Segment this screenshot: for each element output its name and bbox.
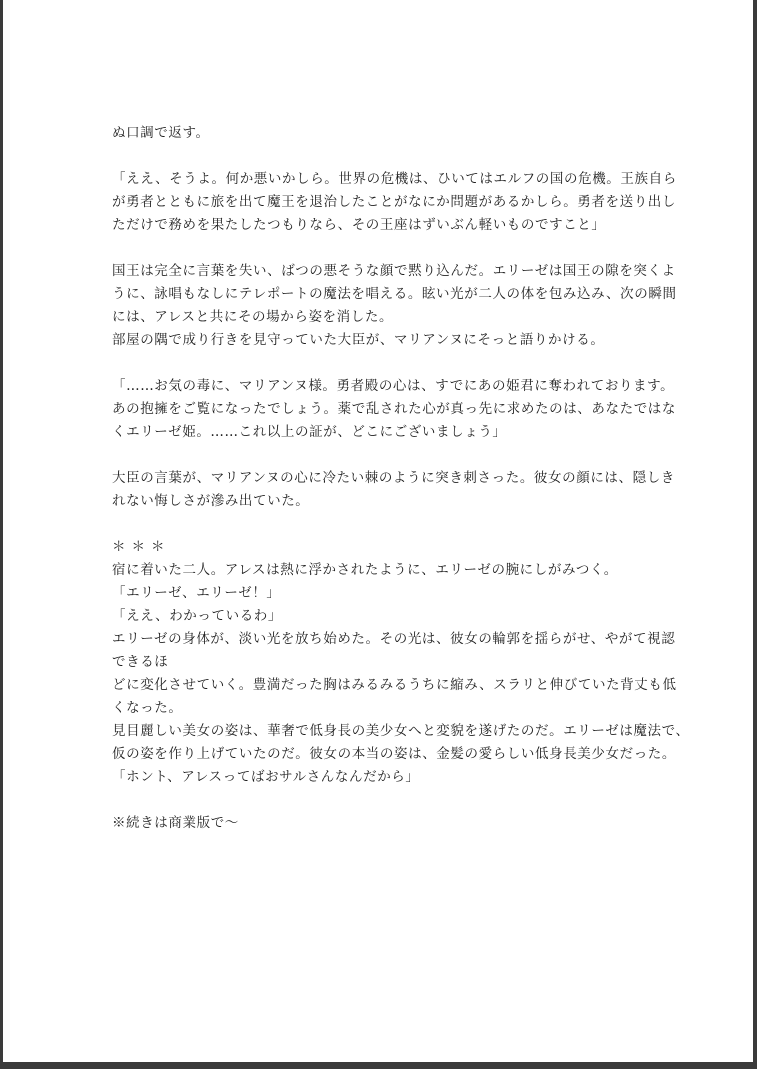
text-line: ただけで務めを果たしたつもりなら、その王座はずいぶん軽いものですこと」: [112, 217, 606, 233]
document-text: [112, 122, 690, 835]
blank-line: [112, 444, 672, 467]
blank-line: [112, 352, 672, 375]
blank-line: [112, 145, 672, 168]
section-break: ＊＊＊: [112, 539, 171, 555]
text-line: くエリーゼ姫。……これ以上の証が、どこにございましょう」: [112, 424, 507, 440]
text-line: ぬ口調で返す。: [112, 125, 210, 141]
text-line: れない悔しさが滲み出ていた。: [112, 493, 310, 509]
continuation-note: ※続きは商業版で～: [112, 815, 239, 831]
text-line: 見目麗しい美女の姿は、華奢で低身長の美少女へと変貌を遂げたのだ。エリーゼは魔法で、: [112, 723, 690, 739]
document-page: [3, 0, 753, 1062]
text-line: どに変化させていく。豊満だった胸はみるみるうちに縮み、スラリと伸びていた背丈も低: [112, 677, 677, 693]
blank-line: [112, 789, 672, 812]
text-line: 「……お気の毒に、マリアンヌ様。勇者殿の心は、すでにあの姫君に奪われております。: [112, 378, 675, 394]
text-line: あの抱擁をご覧になったでしょう。薬で乱された心が真っ先に求めたのは、あなたではな: [112, 401, 676, 417]
text-line: 部屋の隅で成り行きを見守っていた大臣が、マリアンヌにそっと語りかける。: [112, 332, 605, 348]
text-line: 宿に着いた二人。アレスは熱に浮かされたように、エリーゼの腕にしがみつく。: [112, 562, 618, 578]
text-line: には、アレスと共にその場から姿を消した。: [112, 309, 394, 325]
text-line: 「ホント、アレスってばおサルさんなんだから」: [112, 769, 420, 785]
text-line: 国王は完全に言葉を失い、ばつの悪そうな顔で黙り込んだ。エリーゼは国王の隙を突くよ: [112, 263, 676, 279]
text-line: 「ええ、わかっているわ」: [112, 608, 283, 624]
text-line: できるほ: [112, 654, 169, 670]
text-line: 大臣の言葉が、マリアンヌの心に冷たい棘のように突き刺さった。彼女の顔には、隠しき: [112, 470, 675, 486]
text-line: うに、詠唱もなしにテレポートの魔法を唱える。眩い光が二人の体を包み込み、次の瞬間: [112, 286, 677, 302]
text-line: が勇者とともに旅を出て魔王を退治したことがなにか問題があるかしら。勇者を送り出し: [112, 194, 676, 210]
text-line: くなった。: [112, 700, 183, 716]
text-line: 仮の姿を作り上げていたのだ。彼女の本当の姿は、金髪の愛らしい低身長美少女だった。: [112, 746, 676, 762]
text-line: 「ええ、そうよ。何か悪いかしら。世界の危機は、ひいてはエルフの国の危機。王族自ら: [112, 171, 677, 187]
blank-line: [112, 513, 672, 536]
blank-line: [112, 237, 672, 260]
text-line: エリーゼの身体が、淡い光を放ち始めた。その光は、彼女の輪郭を揺らがせ、やがて視認: [112, 631, 676, 647]
text-line: 「エリーゼ、エリーゼ！」: [112, 585, 281, 601]
